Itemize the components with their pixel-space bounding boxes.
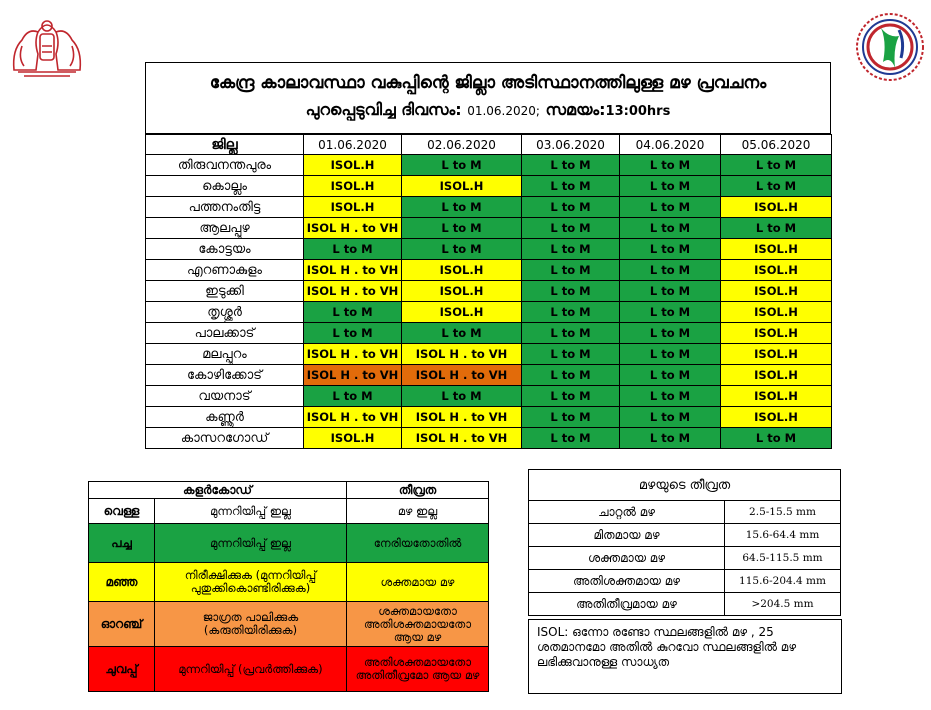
district-name: ആലപ്പുഴ: [146, 218, 304, 239]
forecast-cell: L to M: [304, 239, 402, 260]
warning-meaning: മുന്നറിയിപ്പ് ഇല്ല: [155, 524, 347, 563]
forecast-cell: L to M: [522, 302, 620, 323]
color-code-row: [89, 499, 489, 524]
forecast-row: [146, 365, 832, 386]
color-code-table: [88, 481, 489, 692]
forecast-row: [146, 302, 832, 323]
forecast-cell: ISOL H . to VH: [304, 344, 402, 365]
intensity-range: 115.6-204.4 mm: [725, 570, 841, 593]
forecast-cell: L to M: [721, 176, 832, 197]
forecast-cell: ISOL.H: [721, 302, 832, 323]
forecast-row: [146, 386, 832, 407]
forecast-cell: ISOL.H: [721, 323, 832, 344]
forecast-row: [146, 428, 832, 449]
forecast-row: [146, 323, 832, 344]
intensity-range: 15.6-64.4 mm: [725, 524, 841, 547]
intensity-label: ശക്തമായ മഴ: [529, 547, 725, 570]
color-code-row: [89, 602, 489, 647]
forecast-cell: ISOL.H: [304, 155, 402, 176]
issued-label: പുറപ്പെടുവിച്ച ദിവസം:: [305, 100, 462, 119]
intensity-row: [529, 524, 841, 547]
district-name: മലപ്പുറം: [146, 344, 304, 365]
date-column-header: 01.06.2020: [304, 135, 402, 155]
issued-info: [146, 100, 830, 120]
warning-meaning: മുന്നറിയിപ്പ് ഇല്ല: [155, 499, 347, 524]
rain-intensity-table: [528, 469, 841, 616]
forecast-cell: L to M: [620, 407, 721, 428]
district-name: കൊല്ലം: [146, 176, 304, 197]
forecast-cell: L to M: [522, 428, 620, 449]
forecast-cell: L to M: [304, 323, 402, 344]
forecast-cell: ISOL.H: [304, 197, 402, 218]
forecast-row: [146, 155, 832, 176]
intensity-body: [529, 501, 841, 616]
district-name: വയനാട്: [146, 386, 304, 407]
warning-meaning: മുന്നറിയിപ്പ് (പ്രവർത്തിക്കുക): [155, 647, 347, 692]
forecast-cell: L to M: [304, 302, 402, 323]
forecast-cell: L to M: [522, 176, 620, 197]
forecast-cell: ISOL H . to VH: [402, 365, 522, 386]
forecast-cell: ISOL H . to VH: [402, 407, 522, 428]
forecast-cell: L to M: [620, 302, 721, 323]
forecast-cell: ISOL.H: [402, 260, 522, 281]
forecast-cell: L to M: [620, 386, 721, 407]
forecast-cell: ISOL.H: [402, 176, 522, 197]
forecast-row: [146, 239, 832, 260]
date-column-header: 05.06.2020: [721, 135, 832, 155]
intensity-label: ചാറ്റൽ മഴ: [529, 501, 725, 524]
forecast-cell: L to M: [522, 239, 620, 260]
severity-text: നേരിയതോതിൽ: [347, 524, 489, 563]
forecast-header: [145, 62, 831, 134]
forecast-cell: L to M: [522, 365, 620, 386]
forecast-row: [146, 176, 832, 197]
color-code-header: കളർകോഡ്: [89, 482, 347, 499]
forecast-cell: L to M: [402, 155, 522, 176]
intensity-label: മിതമായ മഴ: [529, 524, 725, 547]
intensity-range: 2.5-15.5 mm: [725, 501, 841, 524]
forecast-cell: ISOL.H: [402, 281, 522, 302]
intensity-range: 64.5-115.5 mm: [725, 547, 841, 570]
forecast-cell: L to M: [522, 323, 620, 344]
date-column-header: 04.06.2020: [620, 135, 721, 155]
district-name: ഇടുക്കി: [146, 281, 304, 302]
forecast-cell: L to M: [620, 239, 721, 260]
forecast-cell: ISOL.H: [721, 344, 832, 365]
forecast-cell: L to M: [522, 407, 620, 428]
forecast-cell: L to M: [721, 218, 832, 239]
forecast-body: [146, 155, 832, 449]
forecast-cell: ISOL.H: [721, 407, 832, 428]
issued-date: 01.06.2020;: [467, 104, 540, 118]
color-code-row: [89, 563, 489, 602]
forecast-cell: L to M: [620, 218, 721, 239]
intensity-label: അതിശക്തമായ മഴ: [529, 570, 725, 593]
intensity-row: [529, 547, 841, 570]
forecast-row: [146, 197, 832, 218]
district-name: പത്തനംതിട്ട: [146, 197, 304, 218]
forecast-cell: ISOL H . to VH: [304, 407, 402, 428]
forecast-cell: L to M: [402, 323, 522, 344]
forecast-cell: L to M: [620, 365, 721, 386]
district-column-header: ജില്ല: [146, 135, 304, 155]
color-name: ചുവപ്പ്: [89, 647, 155, 692]
forecast-cell: ISOL H . to VH: [304, 218, 402, 239]
forecast-header-row: [146, 135, 832, 155]
forecast-row: [146, 218, 832, 239]
intensity-header-row: [529, 470, 841, 501]
intensity-row: [529, 501, 841, 524]
forecast-cell: L to M: [620, 155, 721, 176]
warning-meaning: നിരീക്ഷിക്കുക (മുന്നറിയിപ്പ് പുതുക്കികൊണ്ടിരിക്കുക): [155, 563, 347, 602]
forecast-cell: L to M: [402, 197, 522, 218]
color-name: പച്ച: [89, 524, 155, 563]
forecast-cell: L to M: [522, 386, 620, 407]
district-name: പാലക്കാട്: [146, 323, 304, 344]
forecast-cell: ISOL.H: [721, 197, 832, 218]
forecast-cell: ISOL H . to VH: [402, 344, 522, 365]
intensity-header: മഴയുടെ തീവ്രത: [529, 470, 841, 501]
forecast-cell: L to M: [402, 386, 522, 407]
time-label: സമയം:: [545, 100, 606, 119]
severity-text: ശക്തമായ മഴ: [347, 563, 489, 602]
district-name: തൃശ്ശൂർ: [146, 302, 304, 323]
color-code-header-row: [89, 482, 489, 499]
date-column-header: 02.06.2020: [402, 135, 522, 155]
forecast-row: [146, 260, 832, 281]
forecast-row: [146, 407, 832, 428]
intensity-row: [529, 570, 841, 593]
forecast-cell: ISOL.H: [721, 365, 832, 386]
forecast-cell: L to M: [522, 197, 620, 218]
color-code-row: [89, 524, 489, 563]
forecast-cell: L to M: [620, 428, 721, 449]
forecast-row: [146, 344, 832, 365]
forecast-cell: ISOL.H: [721, 239, 832, 260]
forecast-cell: L to M: [522, 281, 620, 302]
severity-text: അതിശക്തമായതോ അതിതീവ്രമോ ആയ മഴ: [347, 647, 489, 692]
color-name: ഓറഞ്ച്: [89, 602, 155, 647]
color-code-row: [89, 647, 489, 692]
forecast-cell: L to M: [402, 218, 522, 239]
forecast-cell: L to M: [620, 344, 721, 365]
district-name: എറണാകുളം: [146, 260, 304, 281]
forecast-cell: L to M: [620, 260, 721, 281]
forecast-cell: ISOL H . to VH: [402, 428, 522, 449]
page-title: കേന്ദ്ര കാലാവസ്ഥാ വകുപ്പിന്റെ ജില്ലാ അടിസ്ഥാനത്തിലുള്ള മഴ പ്രവചനം: [209, 73, 767, 93]
color-code-body: [89, 499, 489, 692]
intensity-range: >204.5 mm: [725, 593, 841, 616]
forecast-cell: L to M: [304, 386, 402, 407]
forecast-cell: L to M: [522, 155, 620, 176]
forecast-cell: L to M: [620, 176, 721, 197]
forecast-cell: L to M: [522, 344, 620, 365]
forecast-cell: ISOL.H: [402, 302, 522, 323]
severity-text: ശക്തമായതോ അതിശക്തമായതോ ആയ മഴ: [347, 602, 489, 647]
forecast-cell: L to M: [522, 218, 620, 239]
district-name: തിരുവനന്തപുരം: [146, 155, 304, 176]
district-name: കാസറഗോഡ്: [146, 428, 304, 449]
severity-header: തീവ്രത: [347, 482, 489, 499]
forecast-cell: L to M: [522, 260, 620, 281]
forecast-cell: ISOL.H: [304, 176, 402, 197]
forecast-cell: ISOL H . to VH: [304, 365, 402, 386]
intensity-label: അതിതീവ്രമായ മഴ: [529, 593, 725, 616]
date-column-header: 03.06.2020: [522, 135, 620, 155]
severity-text: മഴ ഇല്ല: [347, 499, 489, 524]
forecast-cell: ISOL.H: [721, 386, 832, 407]
forecast-cell: L to M: [620, 197, 721, 218]
time-value: 13:00hrs: [605, 104, 671, 119]
intensity-row: [529, 593, 841, 616]
isol-note: ISOL: ഒന്നോ രണ്ടോ സ്ഥലങ്ങളിൽ മഴ , 25 ശതമാനമോ അതിൽ കുറവോ സ്ഥലങ്ങളിൽ മഴ ലഭിക്കുവാനുള്ള സാധ്യത: [528, 619, 842, 694]
kerala-disaster-management-logo-icon: [855, 12, 925, 82]
forecast-cell: L to M: [620, 281, 721, 302]
kerala-state-emblem-icon: [8, 10, 86, 82]
color-name: വെള്ള: [89, 499, 155, 524]
forecast-cell: L to M: [620, 323, 721, 344]
district-name: കോഴിക്കോട്: [146, 365, 304, 386]
warning-meaning: ജാഗ്രത പാലിക്കുക (കരുതിയിരിക്കുക): [155, 602, 347, 647]
forecast-cell: ISOL.H: [721, 260, 832, 281]
district-name: കണ്ണൂർ: [146, 407, 304, 428]
forecast-cell: L to M: [721, 155, 832, 176]
forecast-cell: L to M: [721, 428, 832, 449]
forecast-row: [146, 281, 832, 302]
forecast-table: [145, 134, 832, 449]
forecast-cell: L to M: [402, 239, 522, 260]
color-name: മഞ്ഞ: [89, 563, 155, 602]
forecast-cell: ISOL.H: [721, 281, 832, 302]
district-name: കോട്ടയം: [146, 239, 304, 260]
forecast-cell: ISOL H . to VH: [304, 281, 402, 302]
forecast-cell: ISOL.H: [304, 428, 402, 449]
forecast-cell: ISOL H . to VH: [304, 260, 402, 281]
